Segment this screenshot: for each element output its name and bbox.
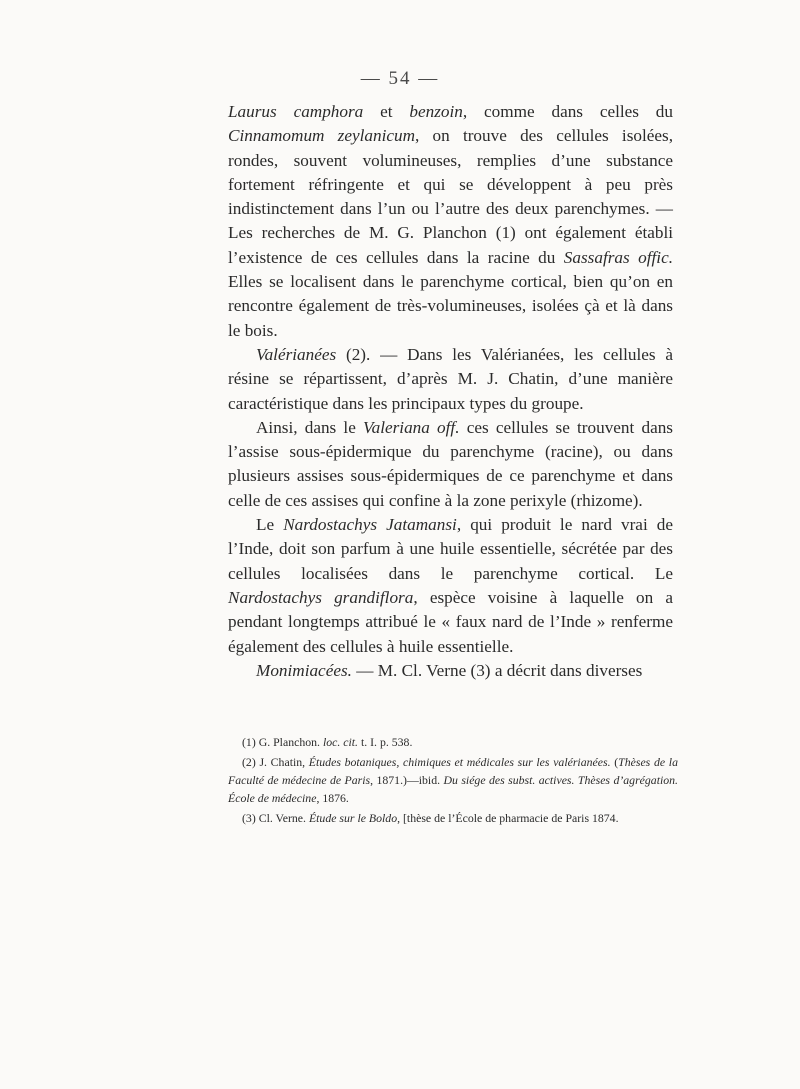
text-run: Le <box>256 515 284 535</box>
italic-text: Laurus camphora <box>228 102 364 121</box>
italic-text: Nardostachys grandiflora <box>228 587 414 607</box>
text-run: , espèce voisine à laquelle on a pendant longtemps attribué le « faux nard de l’Inde » renferme également des cellules à huile essentielle. <box>228 587 673 656</box>
text-run: , comme dans celles du <box>462 102 673 121</box>
main-text <box>228 100 673 683</box>
italic-text: Nardostachys Jatamansi <box>283 515 457 535</box>
text-run: , 1876. <box>316 791 349 805</box>
text-run: ces cellules se trouvent dans l’assise sous-épidermique du parenchyme (racine), ou dans plusieurs assises sous-épidermiques de ce parenchyme et dans celle de ces assises qui confine à la zone perixyle (rhizome). <box>228 417 673 510</box>
text-run: , [thèse de l’École de pharmacie de Paris 1874. <box>397 811 619 825</box>
text-run: ( <box>610 755 619 769</box>
footnote <box>228 809 678 827</box>
italic-text: Sassafras offic. <box>563 247 673 267</box>
paragraph <box>228 343 673 416</box>
italic-text: Valeriana off. <box>363 417 460 437</box>
section-heading: Monimiacées. <box>256 660 352 680</box>
paragraph <box>228 513 673 659</box>
paragraph <box>228 416 673 513</box>
footnotes <box>228 733 678 827</box>
text-run: , on trouve des cellules isolées, rondes, souvent volumineuses, remplies d’une substance fortement réfringente et qui se développent à peu près indistinctement dans l’un ou l’autre des deux parenchymes. — Les recherches de M. G. Planchon (1) ont également établi l’existence de ces cellules dans la racine du <box>228 126 674 267</box>
italic-text: loc. cit. <box>322 735 358 749</box>
text-run: et <box>363 102 410 121</box>
footnote <box>228 753 678 807</box>
text-run: (1) G. Planchon. <box>242 735 323 749</box>
text-run: Ainsi, dans le <box>256 417 364 437</box>
text-run: t. I. p. 538. <box>358 735 413 749</box>
text-run: , 1871.)—ibid. <box>370 773 444 787</box>
italic-text: benzoin <box>409 102 463 121</box>
text-run: (3) Cl. Verne. <box>242 811 309 825</box>
section-heading: Valérianées <box>256 344 337 364</box>
italic-text: Études botaniques, chimiques et médicales sur les valérianées. <box>308 755 611 769</box>
italic-text: Thèses de la Faculté de médecine de Paris <box>228 755 678 787</box>
paragraph <box>228 659 673 683</box>
text-run: , qui produit le nard vrai de l’Inde, doit son parfum à une huile essentielle, sécrétée par des cellules localisées dans le parenchyme cortical. Le <box>228 515 673 583</box>
italic-text: Du siége des subst. actives. Thèses d’agrégation. École de médecine <box>228 773 678 805</box>
footnote <box>228 733 678 751</box>
text-run: Elles se localisent dans le parenchyme cortical, bien qu’on en rencontre également de très-volumineuses, isolées çà et là dans le bois. <box>228 272 673 340</box>
text-run: (2) J. Chatin, <box>242 755 309 769</box>
italic-text: Étude sur le Boldo <box>308 811 398 825</box>
paragraph <box>228 100 673 343</box>
text-run: (2). — Dans les Valérianées, les cellules à résine se répartissent, d’après M. J. Chatin, d’une manière caractéristique dans les principaux types du groupe. <box>228 344 673 413</box>
italic-text: Cinnamomum zeylanicum <box>228 126 415 146</box>
page-number: — 54 — <box>360 68 440 89</box>
text-run: — M. Cl. Verne (3) a décrit dans diverses <box>351 660 643 680</box>
